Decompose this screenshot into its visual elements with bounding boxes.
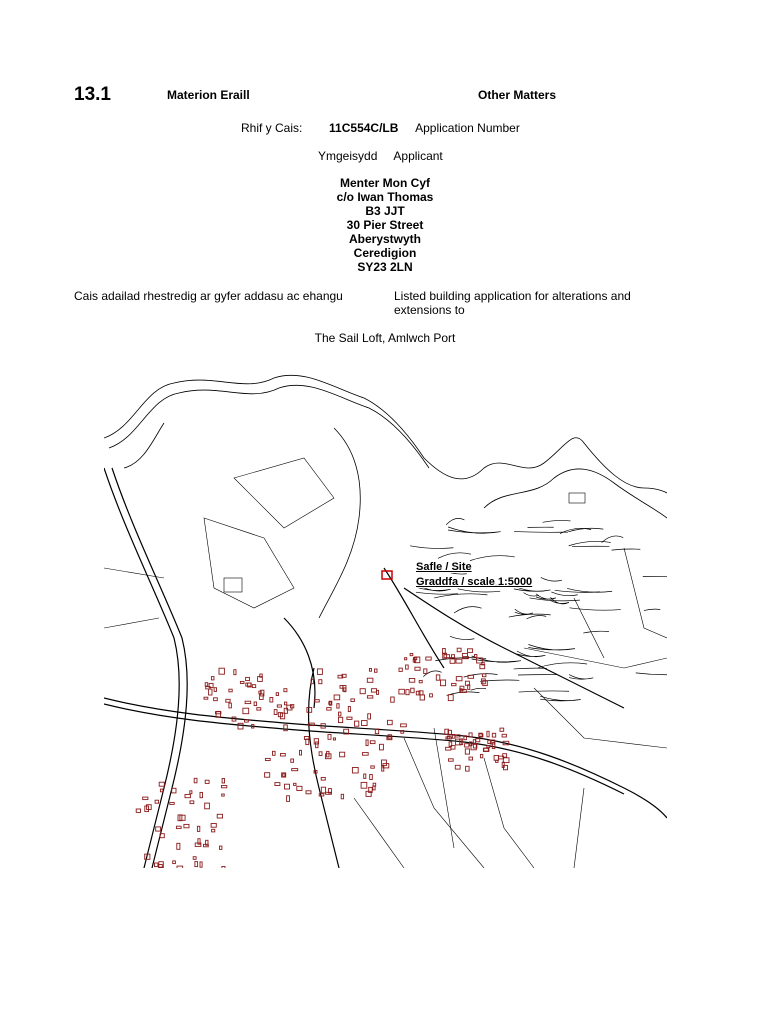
address-line: Menter Mon Cyf	[340, 176, 430, 190]
address-line: Ceredigion	[353, 246, 417, 260]
site-name: The Sail Loft, Amlwch Port	[314, 331, 456, 345]
description-welsh: Cais adailad rhestredig ar gyfer addasu ac ehangu	[74, 289, 343, 303]
application-reference-row	[241, 121, 520, 135]
address-line: SY23 2LN	[357, 260, 413, 274]
applicant-label-welsh: Ymgeisydd	[318, 149, 378, 163]
reference-label-english: Application Number	[415, 121, 520, 135]
map-site-label: Safle / Site	[416, 561, 472, 573]
location-map	[104, 368, 667, 868]
applicant-address	[250, 176, 520, 274]
section-number: 13.1	[74, 84, 111, 105]
applicant-label-row	[318, 149, 443, 163]
section-title-welsh: Materion Eraill	[167, 88, 250, 102]
reference-label-welsh: Rhif y Cais:	[241, 121, 303, 135]
address-line: c/o Iwan Thomas	[336, 190, 434, 204]
address-line: Aberystwyth	[348, 232, 422, 246]
map-drawing	[104, 368, 667, 868]
application-number: 11C554C/LB	[329, 121, 399, 135]
section-title-english: Other Matters	[478, 88, 557, 102]
address-line: B3 JJT	[365, 204, 405, 218]
applicant-label-english: Applicant	[393, 149, 443, 163]
description-english: Listed building application for alterations and extensions to	[394, 289, 631, 317]
map-scale-label: Graddfa / scale 1:5000	[416, 576, 533, 588]
address-line: 30 Pier Street	[346, 218, 424, 232]
